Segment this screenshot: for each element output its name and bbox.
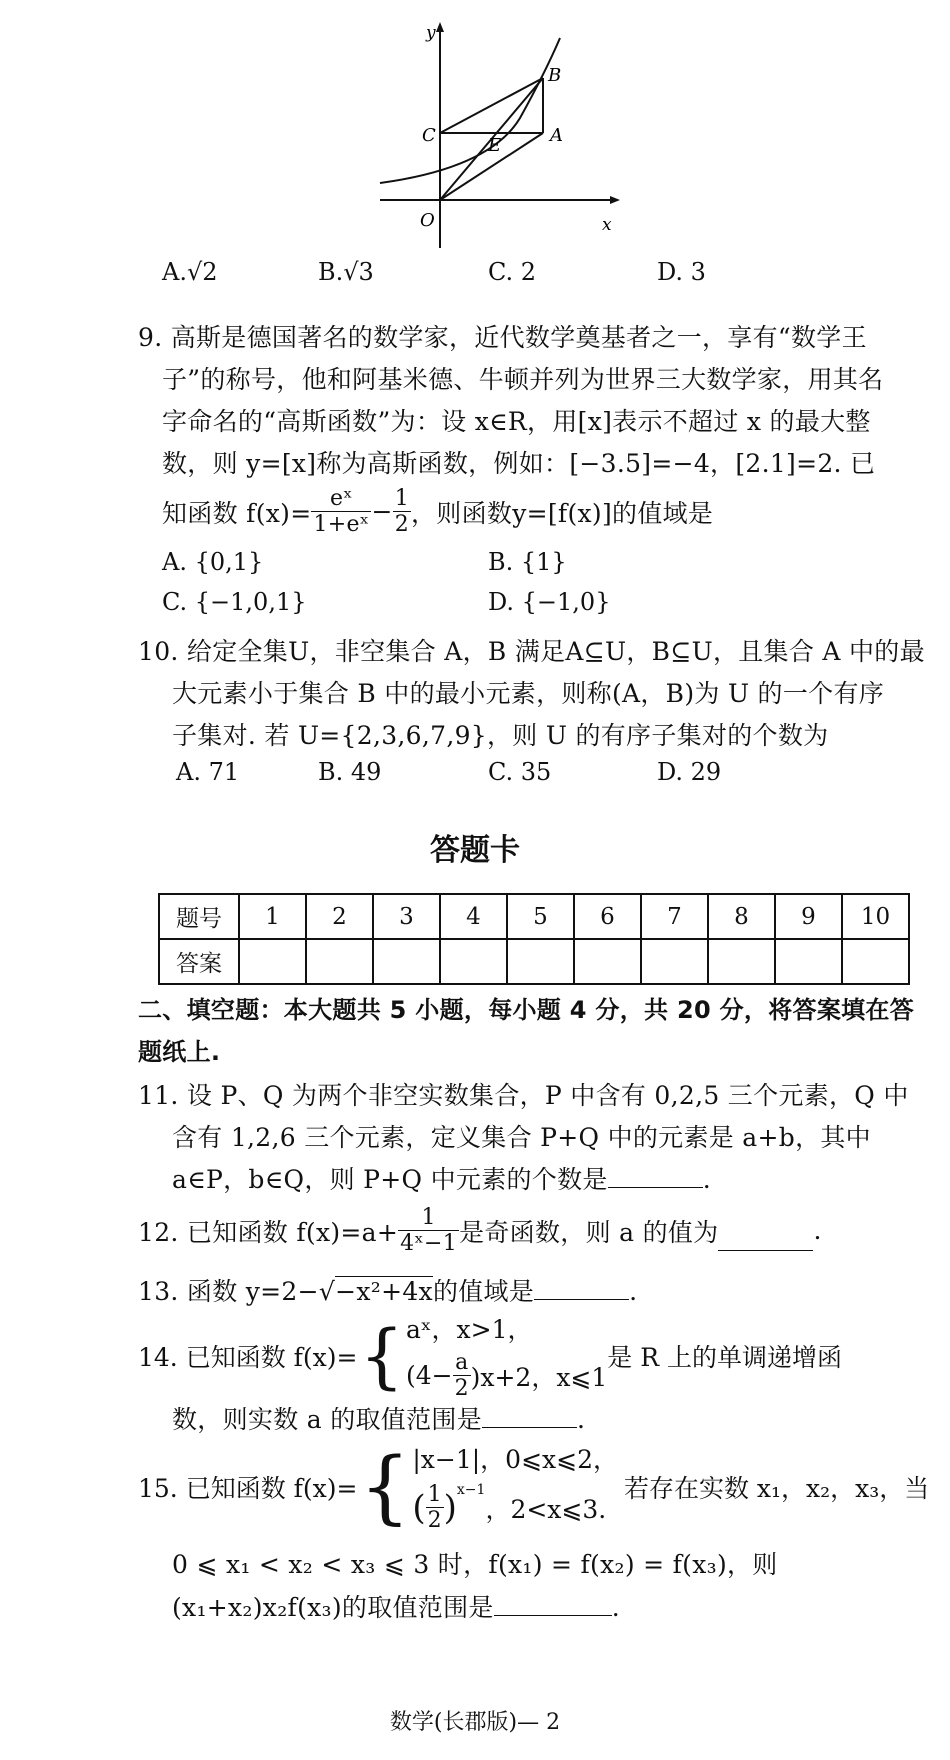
label-y: y xyxy=(426,23,436,43)
q14-case-2 xyxy=(406,1350,607,1401)
q11-line-2: 含有 1,2,6 三个元素，定义集合 P+Q 中的元素是 a+b，其中 xyxy=(172,1123,871,1152)
q14-case-2-a: (4− xyxy=(406,1361,453,1390)
q9-line-4: 数，则 y=[x]称为高斯函数，例如：[−3.5]=−4，[2.1]=2. 已 xyxy=(162,449,876,478)
q11-answer-blank[interactable] xyxy=(608,1165,703,1188)
q10-option-a: A. 71 xyxy=(176,758,240,786)
page-footer: 数学(长郡版)— 2 xyxy=(389,1710,561,1735)
q10-line-3: 子集对. 若 U={2,3,6,7,9}，则 U 的有序子集对的个数为 xyxy=(172,721,829,750)
q13-end: . xyxy=(629,1277,638,1306)
q14-fraction xyxy=(453,1350,471,1401)
q15-line-2: 0 ⩽ x₁ < x₂ < x₃ ⩽ 3 时，f(x₁) = f(x₂) = f(x₃)，则 xyxy=(172,1550,778,1579)
q15-line-1 xyxy=(138,1440,929,1533)
q10-line-1: 10. 给定全集U，非空集合 A，B 满足A⊆U，B⊆U，且集合 A 中的最 xyxy=(138,637,925,666)
q10-option-d: D. 29 xyxy=(657,758,722,786)
question-number: 1 xyxy=(239,894,306,939)
section2-heading-line-1: 二、填空题：本大题共 5 小题，每小题 4 分，共 20 分，将答案填在答 xyxy=(138,996,915,1024)
q12-line xyxy=(138,1205,822,1256)
q12-end: . xyxy=(813,1216,822,1245)
q8-option-d: D. 3 xyxy=(657,258,706,286)
q9-line-5-suffix: ，则函数y=[f(x)]的值域是 xyxy=(411,498,714,528)
paren-left-icon: ( xyxy=(412,1487,426,1528)
answer-card-table xyxy=(158,893,910,985)
q15-answer-blank[interactable] xyxy=(494,1593,612,1616)
answer-cell[interactable] xyxy=(373,939,440,984)
answer-card-row-answers xyxy=(159,939,909,984)
q15-exponent: x−1 xyxy=(456,1482,486,1498)
answer-cell[interactable] xyxy=(239,939,306,984)
question-number: 7 xyxy=(641,894,708,939)
q14-frac-num: a xyxy=(453,1350,471,1376)
q15-line-3-text: (x₁+x₂)x₂f(x₃)的取值范围是 xyxy=(172,1593,494,1622)
q9-line-2: 子”的称号，他和阿基米德、牛顿并列为世界三大数学家，用其名 xyxy=(162,365,884,394)
q14-prefix: 14. 已知函数 f(x)= xyxy=(138,1342,358,1372)
q10-line-2: 大元素小于集合 B 中的最小元素，则称(A，B)为 U 的一个有序 xyxy=(172,679,885,708)
label-c: C xyxy=(422,125,436,146)
q11-line-1: 11. 设 P、Q 为两个非空实数集合，P 中含有 0,2,5 三个元素，Q 中 xyxy=(138,1081,909,1110)
question-number: 10 xyxy=(842,894,909,939)
row2-header: 答案 xyxy=(159,939,239,984)
q15-suffix: 若存在实数 x₁，x₂，x₃，当 xyxy=(623,1473,930,1503)
q9-frac2-den: 2 xyxy=(394,512,409,537)
question-number: 5 xyxy=(507,894,574,939)
q9-fraction-2 xyxy=(393,486,411,537)
answer-card-row-numbers xyxy=(159,894,909,939)
q12-fraction xyxy=(398,1205,459,1256)
question-number: 6 xyxy=(574,894,641,939)
q9-line-1: 9. 高斯是德国著名的数学家，近代数学奠基者之一，享有“数学王 xyxy=(138,323,867,352)
q12-answer-blank[interactable] xyxy=(718,1228,813,1251)
label-b: B xyxy=(548,65,562,86)
q8-option-b: B.√3 xyxy=(318,258,374,286)
row1-header: 题号 xyxy=(159,894,239,939)
q14-line-2 xyxy=(172,1400,585,1436)
q14-case-1: aˣ，x>1， xyxy=(406,1315,533,1344)
q8-option-c: C. 2 xyxy=(488,258,537,286)
brace-icon: { xyxy=(359,1439,411,1533)
q12-suffix: 是奇函数，则 a 的值为 xyxy=(459,1217,719,1247)
q14-suffix: 是 R 上的单调递增函 xyxy=(607,1342,843,1372)
answer-cell[interactable] xyxy=(842,939,909,984)
answer-cell[interactable] xyxy=(708,939,775,984)
q11-line-3-text: a∈P，b∈Q，则 P+Q 中元素的个数是 xyxy=(172,1165,608,1194)
q15-end: . xyxy=(611,1593,620,1622)
q15-fraction xyxy=(426,1482,444,1533)
q13-radicand: −x²+4x xyxy=(335,1277,433,1306)
q14-answer-blank[interactable] xyxy=(482,1405,577,1428)
q9-line-3: 字命名的“高斯函数”为：设 x∈R，用[x]表示不超过 x 的最大整 xyxy=(162,407,871,436)
answer-cell[interactable] xyxy=(574,939,641,984)
q12-frac-num: 1 xyxy=(398,1205,459,1231)
question-number: 4 xyxy=(440,894,507,939)
q14-line-1 xyxy=(138,1310,842,1401)
q15-case-2-tail: ，2<x⩽3. xyxy=(485,1494,607,1524)
q15-line-3 xyxy=(172,1588,620,1624)
q9-fraction-1 xyxy=(311,486,371,537)
q12-prefix: 12. 已知函数 f(x)=a+ xyxy=(138,1217,399,1247)
q9-option-c: C. {−1,0,1} xyxy=(162,588,307,616)
section2-heading-line-2: 题纸上. xyxy=(138,1038,221,1066)
q9-minus: − xyxy=(371,497,393,526)
label-o: O xyxy=(420,210,435,231)
question-number: 8 xyxy=(708,894,775,939)
q15-case-1: |x−1|，0⩽x⩽2， xyxy=(412,1445,618,1474)
q15-case-2 xyxy=(412,1482,618,1533)
q9-option-a: A. {0,1} xyxy=(162,548,264,576)
answer-card-title: 答题卡 xyxy=(430,833,520,868)
q13-answer-blank[interactable] xyxy=(534,1277,629,1300)
q13-prefix: 13. 函数 y=2− xyxy=(138,1277,319,1306)
q14-end: . xyxy=(577,1405,586,1434)
answer-cell[interactable] xyxy=(507,939,574,984)
question-number: 9 xyxy=(775,894,842,939)
q9-option-d: D. {−1,0} xyxy=(488,588,611,616)
label-x: x xyxy=(602,215,612,235)
question-number: 2 xyxy=(306,894,373,939)
q8-option-a: A.√2 xyxy=(162,258,218,286)
q10-option-b: B. 49 xyxy=(318,758,382,786)
answer-cell[interactable] xyxy=(440,939,507,984)
question-number: 3 xyxy=(373,894,440,939)
q9-option-b: B. {1} xyxy=(488,548,567,576)
q11-line-3 xyxy=(172,1160,711,1196)
q12-frac-den: 4ˣ−1 xyxy=(400,1231,458,1256)
q15-prefix: 15. 已知函数 f(x)= xyxy=(138,1473,358,1503)
q11-end: . xyxy=(702,1165,711,1194)
answer-cell[interactable] xyxy=(641,939,708,984)
q15-frac-num: 1 xyxy=(427,1482,442,1507)
q14-case-2-b: )x+2，x⩽1 xyxy=(470,1362,608,1392)
label-a: A xyxy=(550,125,563,146)
brace-icon: { xyxy=(359,1314,405,1397)
q9-frac1-num: eˣ xyxy=(311,486,371,512)
q9-line-5 xyxy=(162,486,713,537)
q9-frac2-num: 1 xyxy=(394,486,409,511)
answer-cell[interactable] xyxy=(306,939,373,984)
q10-option-c: C. 35 xyxy=(488,758,552,786)
q15-frac-den: 2 xyxy=(427,1508,442,1533)
q9-frac1-den: 1+eˣ xyxy=(313,512,370,537)
q14-frac-den: 2 xyxy=(454,1376,469,1401)
label-e: E xyxy=(488,135,502,156)
paren-right-icon: ) xyxy=(443,1487,457,1528)
q14-cases xyxy=(406,1310,607,1401)
q14-line-2-text: 数，则实数 a 的取值范围是 xyxy=(172,1405,482,1434)
q15-cases xyxy=(412,1440,618,1533)
q9-line-5-prefix: 知函数 f(x)= xyxy=(162,498,312,528)
sqrt-icon: √ xyxy=(318,1277,336,1306)
q13-line xyxy=(138,1272,637,1308)
q13-suffix: 的值域是 xyxy=(432,1277,535,1306)
q8-figure xyxy=(370,18,640,268)
answer-cell[interactable] xyxy=(775,939,842,984)
